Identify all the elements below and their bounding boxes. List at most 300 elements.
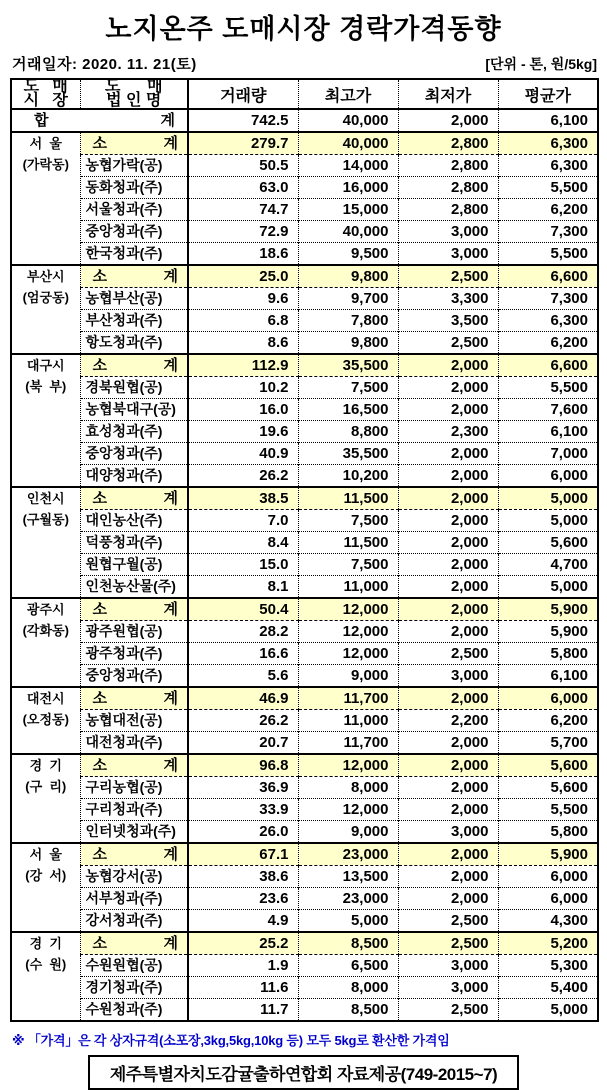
col-header-market-line2: 시 장	[23, 92, 68, 109]
company-row	[11, 554, 598, 576]
col-header-volume: 거래량	[188, 79, 298, 109]
company-row	[11, 510, 598, 532]
low-cell: 2,000	[398, 576, 498, 599]
subtotal-label-left: 소	[92, 846, 107, 863]
company-row	[11, 377, 598, 399]
subtotal-label-left: 소	[92, 357, 107, 374]
volume-cell: 10.2	[188, 377, 298, 399]
subtotal-label	[86, 844, 188, 865]
low-cell: 3,000	[398, 243, 498, 266]
low-cell: 2,500	[398, 643, 498, 665]
high-cell: 40,000	[298, 109, 398, 132]
high-cell: 9,700	[298, 288, 398, 310]
high-cell: 14,000	[298, 155, 398, 177]
high-cell: 9,000	[298, 665, 398, 688]
subtotal-label	[86, 755, 188, 776]
volume-cell: 36.9	[188, 777, 298, 799]
volume-cell: 4.9	[188, 910, 298, 933]
market-name: 대구시	[26, 358, 65, 373]
corp-name-cell: 덕풍청과(주)	[80, 532, 188, 554]
subtotal-label-right: 계	[163, 846, 178, 863]
total-label	[12, 110, 187, 131]
low-cell: 2,000	[398, 465, 498, 488]
avg-cell: 4,300	[498, 910, 598, 933]
high-cell: 12,000	[298, 754, 398, 777]
high-cell: 8,500	[298, 999, 398, 1022]
subtotal-label	[86, 488, 188, 509]
subtotal-row	[11, 843, 598, 866]
subtotal-label-left: 소	[92, 490, 107, 507]
company-row	[11, 243, 598, 266]
company-row	[11, 332, 598, 355]
low-cell: 3,000	[398, 955, 498, 977]
subtotal-row	[11, 932, 598, 955]
volume-cell: 50.4	[188, 598, 298, 621]
avg-cell: 5,600	[498, 532, 598, 554]
low-cell: 2,000	[398, 754, 498, 777]
company-row	[11, 221, 598, 243]
volume-cell: 7.0	[188, 510, 298, 532]
high-cell: 12,000	[298, 643, 398, 665]
low-cell: 2,000	[398, 487, 498, 510]
low-cell: 3,000	[398, 221, 498, 243]
avg-cell: 5,500	[498, 377, 598, 399]
subtotal-label-right: 계	[163, 601, 178, 618]
subtotal-label	[86, 933, 188, 954]
corp-name-cell: 광주원협(공)	[80, 621, 188, 643]
company-row	[11, 955, 598, 977]
trade-date-label: 거래일자: 2020. 11. 21(토)	[12, 56, 197, 73]
col-header-low: 최저가	[398, 79, 498, 109]
subtotal-label-left: 소	[92, 135, 107, 152]
market-cell	[11, 487, 80, 598]
corp-name-cell: 서울청과(주)	[80, 199, 188, 221]
avg-cell: 5,500	[498, 243, 598, 266]
avg-cell: 5,200	[498, 932, 598, 955]
price-table-header	[11, 79, 598, 109]
subtotal-row	[11, 265, 598, 288]
market-district: (수 원)	[25, 957, 67, 972]
market-cell	[11, 598, 80, 687]
high-cell: 11,500	[298, 532, 398, 554]
avg-cell: 5,900	[498, 843, 598, 866]
market-cell	[11, 754, 80, 843]
footer-wrap	[0, 1055, 607, 1090]
corp-name-cell: 수원원협(공)	[80, 955, 188, 977]
market-name: 광주시	[26, 602, 65, 617]
company-row	[11, 199, 598, 221]
total-row	[11, 109, 598, 132]
avg-cell: 5,300	[498, 955, 598, 977]
high-cell: 13,500	[298, 866, 398, 888]
low-cell: 2,200	[398, 710, 498, 732]
corp-name-cell: 원협구월(공)	[80, 554, 188, 576]
corp-name-cell: 인터넷청과(주)	[80, 821, 188, 844]
volume-cell: 25.2	[188, 932, 298, 955]
market-district: (북 부)	[25, 379, 67, 394]
volume-cell: 112.9	[188, 354, 298, 377]
col-header-corp	[80, 79, 188, 109]
company-row	[11, 977, 598, 999]
corp-name-cell: 강서청과(주)	[80, 910, 188, 933]
volume-cell: 16.6	[188, 643, 298, 665]
high-cell: 5,000	[298, 910, 398, 933]
subtotal-label-left: 소	[92, 601, 107, 618]
low-cell: 2,000	[398, 799, 498, 821]
company-row	[11, 421, 598, 443]
avg-cell: 5,600	[498, 777, 598, 799]
high-cell: 9,000	[298, 821, 398, 844]
low-cell: 2,000	[398, 554, 498, 576]
volume-cell: 67.1	[188, 843, 298, 866]
low-cell: 2,500	[398, 332, 498, 355]
low-cell: 2,000	[398, 732, 498, 755]
subtotal-label-cell	[80, 487, 188, 510]
avg-cell: 6,200	[498, 332, 598, 355]
high-cell: 35,500	[298, 354, 398, 377]
high-cell: 16,500	[298, 399, 398, 421]
subtotal-label	[86, 266, 188, 287]
low-cell: 2,000	[398, 777, 498, 799]
low-cell: 3,500	[398, 310, 498, 332]
volume-cell: 6.8	[188, 310, 298, 332]
volume-cell: 26.0	[188, 821, 298, 844]
low-cell: 2,000	[398, 888, 498, 910]
market-district: (가락동)	[22, 157, 69, 172]
low-cell: 2,000	[398, 354, 498, 377]
low-cell: 2,000	[398, 843, 498, 866]
volume-cell: 63.0	[188, 177, 298, 199]
volume-cell: 742.5	[188, 109, 298, 132]
low-cell: 2,000	[398, 510, 498, 532]
avg-cell: 5,400	[498, 977, 598, 999]
subtotal-label-left: 소	[92, 757, 107, 774]
high-cell: 11,500	[298, 487, 398, 510]
subtotal-label	[86, 599, 188, 620]
avg-cell: 6,600	[498, 354, 598, 377]
company-row	[11, 665, 598, 688]
high-cell: 8,800	[298, 421, 398, 443]
avg-cell: 5,000	[498, 576, 598, 599]
company-row	[11, 155, 598, 177]
corp-name-cell: 중앙청과(주)	[80, 221, 188, 243]
company-row	[11, 310, 598, 332]
market-district: (오정동)	[22, 712, 69, 727]
corp-name-cell: 농협강서(공)	[80, 866, 188, 888]
high-cell: 23,000	[298, 888, 398, 910]
col-header-market	[11, 79, 80, 109]
avg-cell: 6,100	[498, 421, 598, 443]
avg-cell: 7,000	[498, 443, 598, 465]
subtotal-label-left: 소	[92, 690, 107, 707]
corp-name-cell: 항도청과(주)	[80, 332, 188, 355]
avg-cell: 5,900	[498, 621, 598, 643]
volume-cell: 25.0	[188, 265, 298, 288]
market-name: 서 울	[29, 136, 62, 151]
subtotal-label-cell	[80, 843, 188, 866]
avg-cell: 7,300	[498, 288, 598, 310]
market-district: (각화동)	[22, 623, 69, 638]
avg-cell: 6,200	[498, 710, 598, 732]
avg-cell: 5,000	[498, 487, 598, 510]
market-cell	[11, 843, 80, 932]
col-header-high: 최고가	[298, 79, 398, 109]
avg-cell: 5,900	[498, 598, 598, 621]
corp-name-cell: 인천농산물(주)	[80, 576, 188, 599]
company-row	[11, 799, 598, 821]
corp-name-cell: 구리청과(주)	[80, 799, 188, 821]
avg-cell: 6,600	[498, 265, 598, 288]
avg-cell: 6,300	[498, 310, 598, 332]
company-row	[11, 399, 598, 421]
low-cell: 3,000	[398, 665, 498, 688]
total-label-cell	[11, 109, 188, 132]
market-cell	[11, 132, 80, 265]
volume-cell: 38.6	[188, 866, 298, 888]
volume-cell: 18.6	[188, 243, 298, 266]
low-cell: 2,000	[398, 687, 498, 710]
company-row	[11, 576, 598, 599]
total-label-left: 합	[34, 112, 49, 129]
subtotal-label-left: 소	[92, 268, 107, 285]
subtotal-label-right: 계	[163, 935, 178, 952]
high-cell: 23,000	[298, 843, 398, 866]
volume-cell: 50.5	[188, 155, 298, 177]
corp-name-cell: 효성청과(주)	[80, 421, 188, 443]
company-row	[11, 888, 598, 910]
avg-cell: 6,300	[498, 132, 598, 155]
corp-name-cell: 서부청과(주)	[80, 888, 188, 910]
company-row	[11, 532, 598, 554]
avg-cell: 7,300	[498, 221, 598, 243]
company-row	[11, 710, 598, 732]
avg-cell: 5,700	[498, 732, 598, 755]
company-row	[11, 621, 598, 643]
market-name: 경 기	[29, 936, 62, 951]
high-cell: 40,000	[298, 221, 398, 243]
corp-name-cell: 농협부산(공)	[80, 288, 188, 310]
subtotal-row	[11, 687, 598, 710]
high-cell: 40,000	[298, 132, 398, 155]
subtotal-label-left: 소	[92, 935, 107, 952]
high-cell: 11,700	[298, 687, 398, 710]
high-cell: 11,000	[298, 710, 398, 732]
volume-cell: 33.9	[188, 799, 298, 821]
col-header-avg: 평균가	[498, 79, 598, 109]
corp-name-cell: 농협대전(공)	[80, 710, 188, 732]
market-cell	[11, 354, 80, 487]
subtotal-label-right: 계	[163, 690, 178, 707]
unit-label: [단위 - 톤, 원/5kg]	[485, 56, 597, 72]
low-cell: 2,000	[398, 377, 498, 399]
avg-cell: 6,000	[498, 687, 598, 710]
low-cell: 2,800	[398, 199, 498, 221]
market-district: (구월동)	[22, 512, 69, 527]
high-cell: 16,000	[298, 177, 398, 199]
subtotal-row	[11, 354, 598, 377]
volume-cell: 8.6	[188, 332, 298, 355]
volume-cell: 20.7	[188, 732, 298, 755]
total-label-right: 계	[160, 112, 175, 129]
volume-cell: 72.9	[188, 221, 298, 243]
corp-name-cell: 수원청과(주)	[80, 999, 188, 1022]
volume-cell: 40.9	[188, 443, 298, 465]
volume-cell: 96.8	[188, 754, 298, 777]
low-cell: 2,800	[398, 155, 498, 177]
high-cell: 8,000	[298, 977, 398, 999]
company-row	[11, 177, 598, 199]
low-cell: 3,000	[398, 821, 498, 844]
col-header-corp-line1: 도 매	[104, 79, 163, 95]
avg-cell: 6,100	[498, 109, 598, 132]
volume-cell: 11.6	[188, 977, 298, 999]
high-cell: 9,800	[298, 332, 398, 355]
volume-cell: 28.2	[188, 621, 298, 643]
low-cell: 3,000	[398, 977, 498, 999]
market-cell	[11, 265, 80, 354]
subtotal-label-cell	[80, 132, 188, 155]
subtotal-label	[86, 133, 188, 154]
volume-cell: 11.7	[188, 999, 298, 1022]
company-row	[11, 910, 598, 933]
low-cell: 2,000	[398, 866, 498, 888]
company-row	[11, 999, 598, 1022]
low-cell: 2,000	[398, 621, 498, 643]
subtotal-label	[86, 688, 188, 709]
volume-cell: 8.1	[188, 576, 298, 599]
market-cell	[11, 932, 80, 1021]
low-cell: 2,000	[398, 109, 498, 132]
avg-cell: 6,000	[498, 465, 598, 488]
volume-cell: 26.2	[188, 710, 298, 732]
avg-cell: 6,000	[498, 888, 598, 910]
data-provider-box: 제주특별자치도감귤출하연합회 자료제공(749-2015~7)	[88, 1055, 519, 1090]
low-cell: 3,300	[398, 288, 498, 310]
avg-cell: 5,000	[498, 999, 598, 1022]
high-cell: 9,500	[298, 243, 398, 266]
company-row	[11, 777, 598, 799]
low-cell: 2,300	[398, 421, 498, 443]
volume-cell: 5.6	[188, 665, 298, 688]
volume-cell: 1.9	[188, 955, 298, 977]
market-name: 경 기	[29, 758, 62, 773]
high-cell: 7,500	[298, 377, 398, 399]
market-name: 대전시	[26, 691, 65, 706]
subtotal-label-right: 계	[163, 490, 178, 507]
avg-cell: 5,000	[498, 510, 598, 532]
company-row	[11, 821, 598, 844]
col-header-corp-line2: 법 인 명	[106, 92, 162, 109]
volume-cell: 74.7	[188, 199, 298, 221]
subtotal-row	[11, 754, 598, 777]
corp-name-cell: 농협가락(공)	[80, 155, 188, 177]
high-cell: 6,500	[298, 955, 398, 977]
corp-name-cell: 경기청과(주)	[80, 977, 188, 999]
high-cell: 12,000	[298, 621, 398, 643]
high-cell: 7,500	[298, 510, 398, 532]
avg-cell: 6,200	[498, 199, 598, 221]
volume-cell: 16.0	[188, 399, 298, 421]
high-cell: 35,500	[298, 443, 398, 465]
high-cell: 7,800	[298, 310, 398, 332]
corp-name-cell: 중앙청과(주)	[80, 443, 188, 465]
avg-cell: 4,700	[498, 554, 598, 576]
corp-name-cell: 동화청과(주)	[80, 177, 188, 199]
company-row	[11, 732, 598, 755]
corp-name-cell: 중앙청과(주)	[80, 665, 188, 688]
subtotal-label-cell	[80, 687, 188, 710]
high-cell: 11,700	[298, 732, 398, 755]
avg-cell: 5,600	[498, 754, 598, 777]
subtotal-label-cell	[80, 354, 188, 377]
volume-cell: 46.9	[188, 687, 298, 710]
company-row	[11, 866, 598, 888]
corp-name-cell: 대전청과(주)	[80, 732, 188, 755]
avg-cell: 5,800	[498, 643, 598, 665]
subtotal-label-right: 계	[163, 135, 178, 152]
low-cell: 2,500	[398, 265, 498, 288]
low-cell: 2,500	[398, 999, 498, 1022]
volume-cell: 15.0	[188, 554, 298, 576]
subtotal-label-right: 계	[163, 757, 178, 774]
volume-cell: 26.2	[188, 465, 298, 488]
market-cell	[11, 687, 80, 754]
low-cell: 2,000	[398, 598, 498, 621]
high-cell: 12,000	[298, 598, 398, 621]
price-footnote: ※ 「가격」은 각 상자규격(소포장,3kg,5kg,10kg 등) 모두 5kg로 환산한 가격임	[12, 1033, 450, 1048]
avg-cell: 5,500	[498, 177, 598, 199]
low-cell: 2,000	[398, 399, 498, 421]
corp-name-cell: 대양청과(주)	[80, 465, 188, 488]
avg-cell: 6,000	[498, 866, 598, 888]
corp-name-cell: 대인농산(주)	[80, 510, 188, 532]
header-row	[11, 79, 598, 109]
corp-name-cell: 부산청과(주)	[80, 310, 188, 332]
subtotal-label-cell	[80, 265, 188, 288]
subtotal-label-right: 계	[163, 268, 178, 285]
subtotal-label-cell	[80, 932, 188, 955]
subtotal-row	[11, 487, 598, 510]
high-cell: 9,800	[298, 265, 398, 288]
corp-name-cell: 광주청과(주)	[80, 643, 188, 665]
subtotal-row	[11, 132, 598, 155]
avg-cell: 5,800	[498, 821, 598, 844]
subtotal-label-cell	[80, 598, 188, 621]
volume-cell: 279.7	[188, 132, 298, 155]
avg-cell: 6,300	[498, 155, 598, 177]
low-cell: 2,000	[398, 443, 498, 465]
avg-cell: 5,500	[498, 799, 598, 821]
corp-name-cell: 농협북대구(공)	[80, 399, 188, 421]
price-table-body	[11, 109, 598, 1021]
market-district: (강 서)	[25, 868, 67, 883]
low-cell: 2,000	[398, 532, 498, 554]
page-title: 노지온주 도매시장 경락가격동향	[105, 14, 502, 44]
corp-name-cell: 구리농협(공)	[80, 777, 188, 799]
low-cell: 2,800	[398, 177, 498, 199]
high-cell: 10,200	[298, 465, 398, 488]
market-district: (구 리)	[25, 779, 67, 794]
subtotal-label	[86, 355, 188, 376]
volume-cell: 38.5	[188, 487, 298, 510]
subtotal-row	[11, 598, 598, 621]
volume-cell: 19.6	[188, 421, 298, 443]
price-table	[10, 78, 599, 1022]
market-name: 인천시	[26, 491, 65, 506]
high-cell: 8,500	[298, 932, 398, 955]
high-cell: 12,000	[298, 799, 398, 821]
subtotal-label-right: 계	[163, 357, 178, 374]
